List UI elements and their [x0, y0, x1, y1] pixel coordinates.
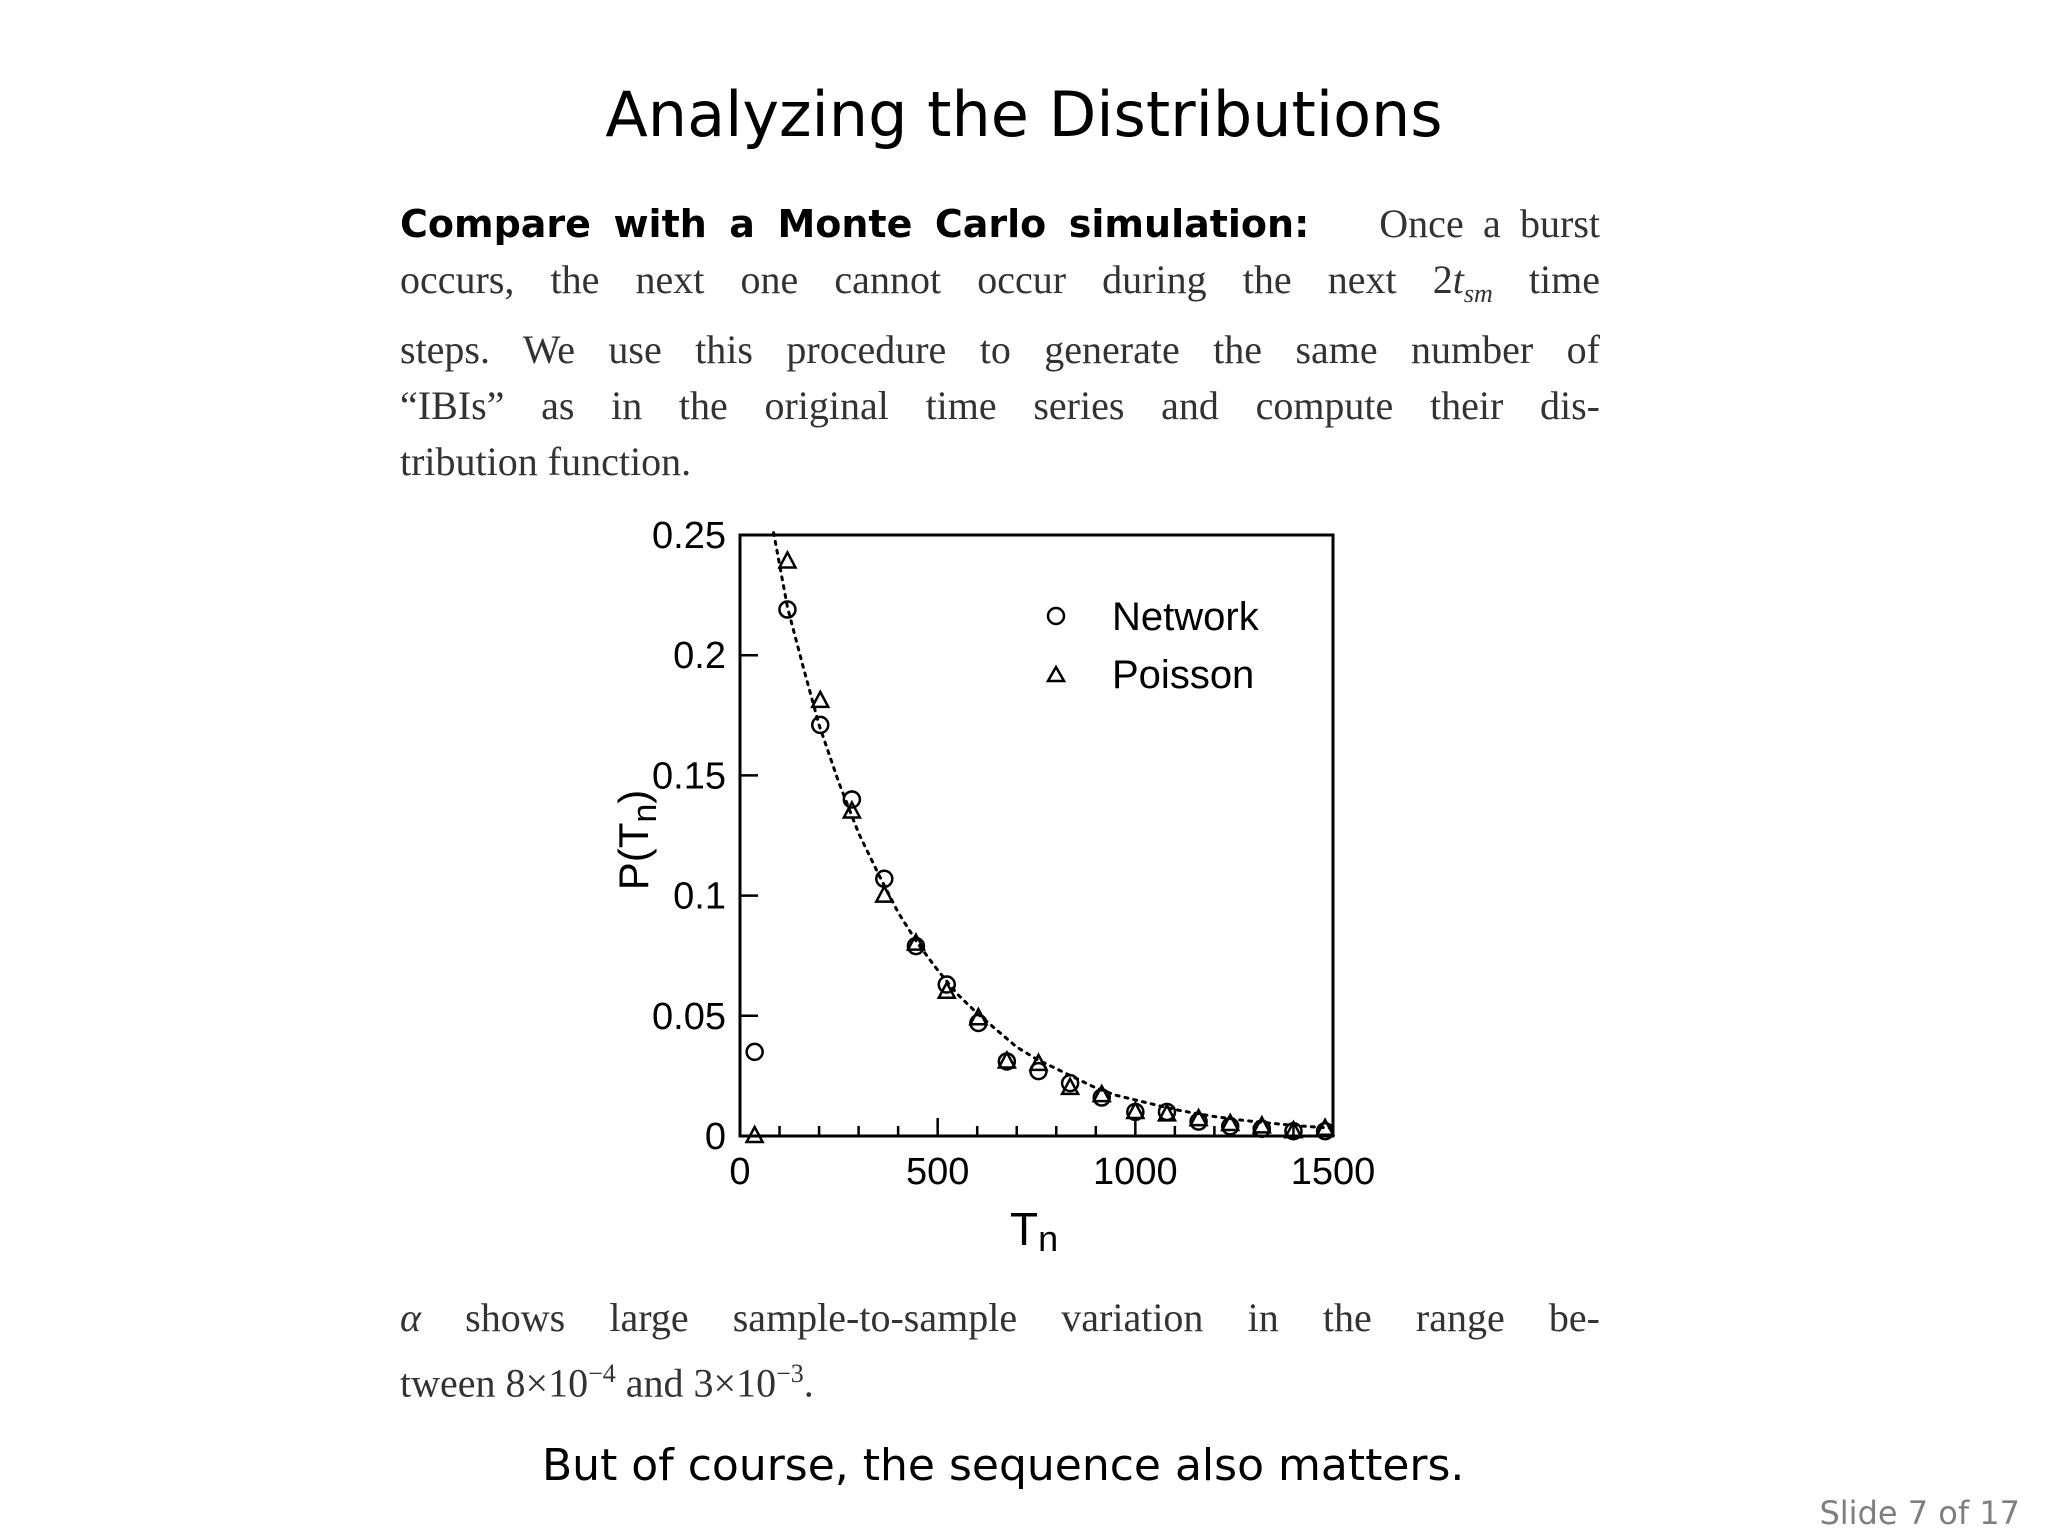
network-point — [970, 1015, 986, 1031]
slide-title: Analyzing the Distributions — [605, 78, 1443, 151]
poisson-point — [1317, 1120, 1333, 1135]
y-axis-label: P(Tn) — [610, 789, 664, 891]
poisson-point — [1127, 1103, 1143, 1118]
intro-line-3: steps. We use this procedure to generate the same number of — [400, 327, 1600, 372]
network-point — [747, 1044, 763, 1060]
note-exp-1: −4 — [588, 1359, 616, 1388]
poisson-point — [876, 887, 892, 902]
poisson-point — [1030, 1055, 1046, 1070]
poisson-point — [970, 1009, 986, 1024]
network-point — [1062, 1075, 1078, 1091]
x-tick-label: 1000 — [1093, 1151, 1178, 1193]
poisson-point — [844, 802, 860, 817]
y-tick-label: 0.15 — [652, 755, 726, 798]
legend-poisson-label: Poisson — [1112, 653, 1255, 697]
poisson-point — [1159, 1105, 1175, 1120]
y-tick-label: 0 — [704, 1116, 726, 1158]
x-tick-label: 1500 — [1290, 1151, 1376, 1193]
poisson-point — [1191, 1110, 1207, 1125]
network-point — [1254, 1121, 1270, 1137]
intro-text-2a: occurs, the next one cannot occur during the next 2 — [400, 257, 1453, 302]
fit-curve — [774, 533, 1333, 1128]
note-exp-2: −3 — [776, 1359, 804, 1388]
poisson-point — [1094, 1086, 1110, 1101]
network-point — [1094, 1090, 1110, 1106]
x-tick-labels — [729, 1151, 1375, 1193]
intro-math-sm: sm — [1463, 279, 1493, 308]
network-point — [779, 602, 795, 618]
note-alpha: α — [400, 1295, 421, 1340]
poisson-point — [1285, 1122, 1301, 1137]
y-tick-label: 0.05 — [652, 995, 726, 1038]
network-point — [1191, 1114, 1207, 1130]
poisson-point — [908, 935, 924, 950]
intro-line-2 — [400, 252, 1600, 322]
series-markers — [747, 552, 1333, 1142]
note-text-2c: and 3×10 — [615, 1360, 777, 1406]
note-line-2 — [400, 1346, 1600, 1411]
closing-remark: But of course, the sequence also matters. — [542, 1440, 1465, 1491]
network-point — [1030, 1063, 1046, 1079]
y-tick-label: 0.25 — [652, 515, 726, 557]
legend-poisson-marker — [1048, 667, 1064, 681]
network-point — [1285, 1123, 1301, 1139]
network-point — [1222, 1118, 1238, 1134]
intro-paragraph — [400, 196, 1600, 490]
poisson-point — [1254, 1117, 1270, 1132]
network-point — [1317, 1123, 1333, 1139]
note-text-2e: . — [803, 1360, 814, 1406]
intro-text-2d: time — [1492, 257, 1601, 302]
network-point — [908, 938, 924, 954]
network-point — [876, 871, 892, 887]
poisson-point — [1222, 1115, 1238, 1130]
alpha-note — [400, 1290, 1600, 1411]
plot-frame — [740, 535, 1333, 1136]
legend — [1048, 595, 1260, 697]
poisson-point — [999, 1052, 1015, 1067]
legend-network-label: Network — [1112, 595, 1259, 639]
poisson-point — [747, 1127, 763, 1142]
poisson-point — [812, 692, 828, 707]
axis-ticks — [740, 535, 1293, 1136]
note-text-1: shows large sample-to-sample variation in the range be- — [421, 1295, 1600, 1340]
intro-line-5: tribution function. — [400, 439, 692, 484]
fit-line — [774, 533, 1333, 1128]
legend-network-marker — [1048, 608, 1064, 624]
lead-heading: Compare with a Monte Carlo simulation: — [400, 202, 1310, 246]
network-point — [1159, 1104, 1175, 1120]
x-axis-label: Tn — [1010, 1203, 1059, 1259]
x-tick-label: 0 — [729, 1151, 751, 1193]
poisson-point — [1062, 1079, 1078, 1094]
network-point — [939, 977, 955, 993]
network-point — [999, 1053, 1015, 1069]
x-tick-label: 500 — [905, 1151, 970, 1193]
poisson-point — [779, 552, 795, 567]
intro-line-1 — [400, 196, 1600, 252]
y-tick-labels — [652, 515, 726, 1158]
intro-math-t: t — [1452, 257, 1464, 302]
intro-line-4: “IBIs” as in the original time series and compute their dis- — [400, 383, 1600, 428]
note-text-2a: tween 8×10 — [400, 1360, 589, 1406]
network-point — [812, 717, 828, 733]
network-point — [1127, 1104, 1143, 1120]
y-tick-label: 0.2 — [673, 635, 726, 678]
y-tick-label: 0.1 — [673, 875, 726, 918]
poisson-point — [939, 983, 955, 998]
note-line-1 — [400, 1290, 1600, 1346]
slide-number: Slide 7 of 17 — [1819, 1494, 2020, 1532]
network-point — [844, 791, 860, 807]
intro-text-1: Once a burst — [1379, 201, 1600, 246]
